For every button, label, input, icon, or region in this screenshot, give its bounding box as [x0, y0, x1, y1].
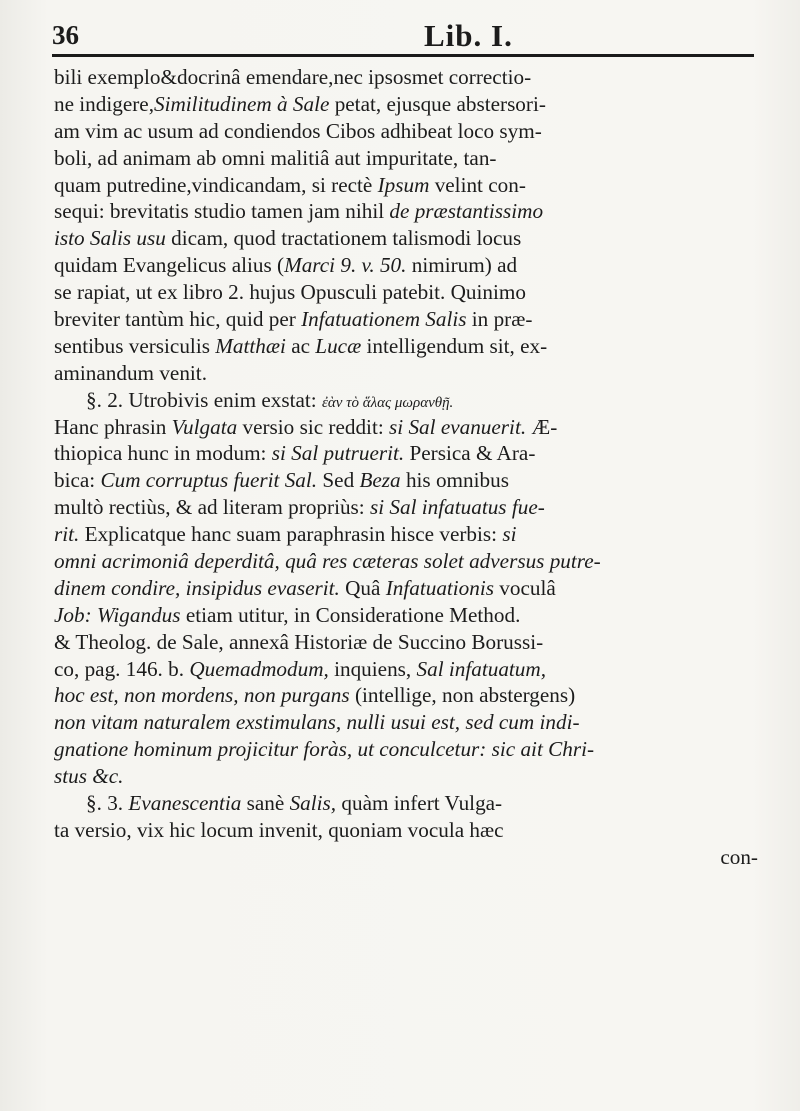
text-line [54, 387, 766, 414]
text-run: ta versio, vix hic locum invenit, quoniam vocula hæc [54, 817, 504, 842]
text-run: Explicatque hanc suam paraphrasin hisce verbis: [79, 522, 503, 547]
text-line [54, 91, 766, 118]
text-run: sanè [241, 791, 290, 816]
italic-run: hoc est, non mordens, non purgans [54, 683, 350, 708]
italic-run: Vulgata [171, 414, 238, 439]
text-run: se rapiat, ut ex libro 2. hujus Opusculi patebit. Quinimo [54, 280, 526, 305]
italic-run: si Sal infatuatus fue- [369, 495, 545, 520]
italic-run: Matthæi [215, 333, 286, 358]
text-run: §. 2. Utrobivis enim exstat: [86, 387, 322, 412]
text-line [54, 360, 766, 387]
text-run: versio sic reddit: [237, 414, 390, 439]
italic-run: de præstantissimo [389, 199, 544, 224]
italic-run: si Sal putruerit. [271, 441, 405, 466]
italic-run: dinem condire, insipidus evaserit. [54, 575, 340, 600]
text-run: Persica & Ara- [404, 441, 536, 466]
text-line [54, 736, 766, 763]
text-line [54, 467, 766, 494]
text-line [54, 333, 766, 360]
text-run: dicam, quod tractationem talismodi locus [165, 226, 522, 251]
text-run: breviter tantùm hic, quid per [54, 307, 302, 332]
text-run: petat, ejusque abstersori- [329, 91, 546, 116]
text-line [54, 548, 766, 575]
italic-run: Evanescentia [128, 791, 242, 816]
italic-run: Cum corruptus fuerit Sal. [100, 468, 318, 493]
italic-run: Marci 9. v. 50. [284, 253, 407, 278]
text-run: Sed [317, 468, 360, 493]
text-line [54, 440, 766, 467]
italic-run: isto Salis usu [54, 226, 166, 251]
text-run: sequi: brevitatis studio tamen jam nihil [54, 199, 390, 224]
italic-run: non vitam naturalem exstimulans, nulli usui est, sed cum indi- [54, 710, 580, 735]
text-line [54, 817, 766, 844]
italic-run: Ipsum [377, 172, 430, 197]
text-run: & Theolog. de Sale, annexâ Historiæ de Succino Borussi- [54, 629, 544, 654]
catchword: con- [720, 844, 758, 869]
italic-run: Beza [359, 468, 401, 493]
italic-run: Sal infatuatum, [416, 656, 546, 681]
text-line [54, 145, 766, 172]
text-line [54, 790, 766, 817]
text-line [54, 521, 766, 548]
italic-run: Quemadmodum, [189, 656, 329, 681]
italic-run: Salis, [289, 791, 337, 816]
text-run: am vim ac usum ad condiendos Cibos adhibeat loco sym- [54, 118, 542, 143]
text-line [54, 172, 766, 199]
text-line [54, 306, 766, 333]
text-run: inquiens, [328, 656, 417, 681]
italic-run: rit. [54, 522, 80, 547]
italic-run: omni acrimoniâ deperditâ, quâ res cæteras solet adversus putre- [54, 549, 601, 574]
text-run: intelligendum sit, ex- [361, 333, 548, 358]
text-run: velint con- [429, 172, 526, 197]
text-run: bili exemplo&docrinâ emendare,nec ipsosmet correctio- [54, 65, 532, 89]
text-run: quidam Evangelicus alius ( [54, 253, 285, 278]
text-line [54, 494, 766, 521]
text-run: etiam utitur, in Consideratione Method. [180, 602, 521, 627]
text-line [54, 602, 766, 629]
running-head: Lib. I. [424, 18, 513, 53]
text-line [54, 118, 766, 145]
text-run: ac [285, 333, 316, 358]
text-run: ne indigere, [54, 91, 155, 116]
text-run: (intellige, non abstergens) [349, 683, 576, 708]
italic-run: si [502, 522, 517, 547]
italic-run: Infatuationem Salis [301, 307, 467, 332]
text-line [54, 279, 766, 306]
italic-run: Infatuationis [385, 575, 494, 600]
italic-run: stus &c. [54, 764, 124, 789]
text-run: sentibus versiculis [54, 333, 216, 358]
text-line [54, 414, 766, 441]
italic-run: Similitudinem à Sale [154, 91, 330, 116]
text-run: thiopica hunc in modum: [54, 441, 272, 466]
text-line [54, 225, 766, 252]
text-line [54, 629, 766, 656]
text-run: co, pag. 146. b. [54, 656, 190, 681]
text-run: nimirum) ad [406, 253, 518, 278]
text-line [54, 64, 766, 91]
italic-run: Lucæ [315, 333, 362, 358]
header-rule [52, 54, 754, 57]
text-run: his omnibus [400, 468, 509, 493]
text-run: Quâ [339, 575, 386, 600]
text-run: quam putredine,vindicandam, si rectè [54, 172, 378, 197]
text-run: Hanc phrasin [54, 414, 172, 439]
italic-run: gnatione hominum projicitur foràs, ut conculcetur: sic ait Chri- [54, 737, 595, 762]
text-run: §. 3. [86, 791, 129, 816]
page-number: 36 [52, 20, 79, 50]
text-line [54, 709, 766, 736]
italic-run: si Sal evanuerit. [389, 414, 527, 439]
text-run: quàm infert Vulga- [336, 791, 503, 816]
text-line [54, 198, 766, 225]
italic-run: Job: Wigandus [54, 602, 181, 627]
text-run: in præ- [466, 307, 533, 332]
text-body [54, 64, 766, 871]
text-line [54, 656, 766, 683]
text-line [54, 252, 766, 279]
text-run: bica: [54, 468, 101, 493]
text-run: voculâ [494, 575, 556, 600]
text-line [54, 682, 766, 709]
text-run: boli, ad animam ab omni malitiâ aut impuritate, tan- [54, 145, 497, 170]
text-run: Æ- [526, 414, 558, 439]
text-line [54, 763, 766, 790]
text-run: multò rectiùs, & ad literam propriùs: [54, 495, 370, 520]
text-run: aminandum venit. [54, 360, 207, 385]
italic-run: ἐὰν τὸ ἅλας μωρανθῇ. [321, 394, 454, 411]
text-line [54, 575, 766, 602]
